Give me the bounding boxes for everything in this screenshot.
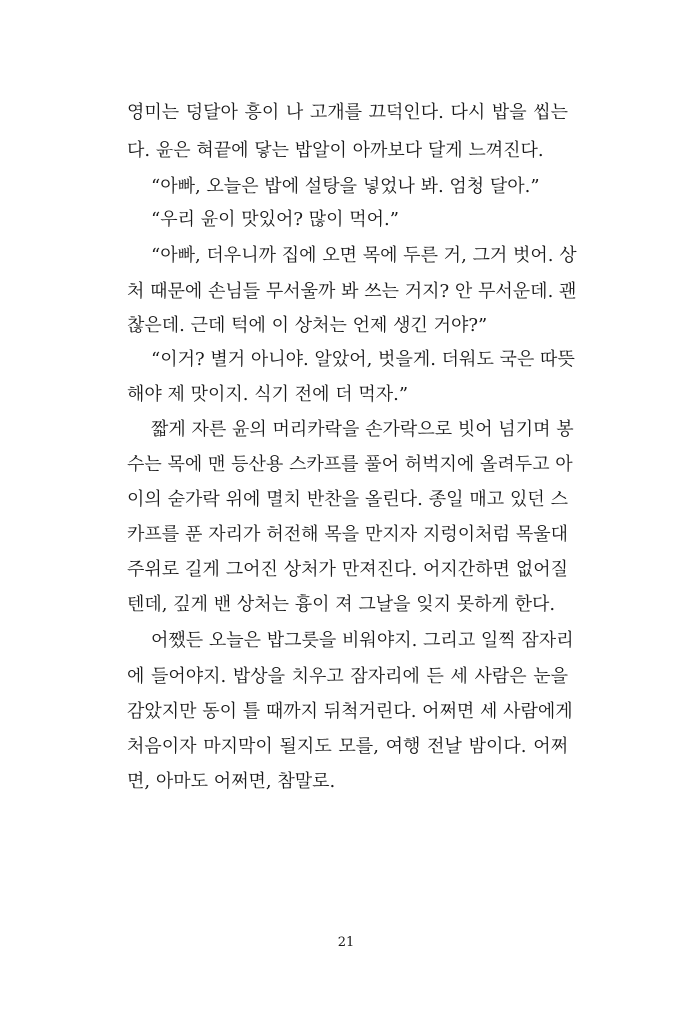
text-line: 카프를 푼 자리가 허전해 목을 만지자 지렁이처럼 목울대 [127, 524, 568, 545]
text-line: “아빠, 오늘은 밥에 설탕을 넣었나 봐. 엄청 달아.” [151, 176, 540, 197]
text-line: 처 때문에 손님들 무서울까 봐 쓰는 거지? 안 무서운데. 괜 [127, 281, 577, 302]
text-line: 영미는 덩달아 흥이 나 고개를 끄덕인다. 다시 밥을 씹는 [127, 102, 568, 123]
page-number: 21 [337, 935, 355, 950]
text-line: 어쨌든 오늘은 밥그릇을 비워야지. 그리고 일찍 잠자리 [151, 630, 574, 651]
text-line: 해야 제 맛이지. 식기 전에 더 먹자.” [127, 384, 409, 405]
text-line: 에 들어야지. 밥상을 치우고 잠자리에 든 세 사람은 눈을 [127, 666, 568, 687]
text-line: 찮은데. 근데 턱에 이 상처는 언제 생긴 거야?” [127, 315, 488, 336]
text-line: 이의 숟가락 위에 멸치 반찬을 올린다. 종일 매고 있던 스 [127, 489, 568, 510]
text-line: 텐데, 깊게 밴 상처는 흉이 져 그날을 잊지 못하게 한다. [127, 594, 556, 615]
text-line: 다. 윤은 혀끝에 닿는 밥알이 아까보다 달게 느껴진다. [127, 140, 544, 161]
text-line: 수는 목에 맨 등산용 스카프를 풀어 허벅지에 올려두고 아 [127, 454, 573, 475]
text-line: 감았지만 동이 틀 때까지 뒤척거린다. 어쩌면 세 사람에게 [127, 701, 573, 722]
text-line: “우리 윤이 맛있어? 많이 먹어.” [151, 209, 399, 230]
text-line: 주위로 길게 그어진 상처가 만져진다. 어지간하면 없어질 [127, 559, 568, 580]
text-line: “이거? 별거 아니야. 알았어, 벗을게. 더워도 국은 따뜻 [151, 349, 575, 370]
text-line: 짧게 자른 윤의 머리카락을 손가락으로 빗어 넘기며 봉 [151, 419, 574, 440]
text-line: 처음이자 마지막이 될지도 모를, 여행 전날 밤이다. 어쩌 [127, 736, 568, 757]
text-line: 면, 아마도 어쩌면, 참말로. [127, 771, 336, 792]
text-line: “아빠, 더우니까 집에 오면 목에 두른 거, 그거 벗어. 상 [151, 245, 577, 266]
